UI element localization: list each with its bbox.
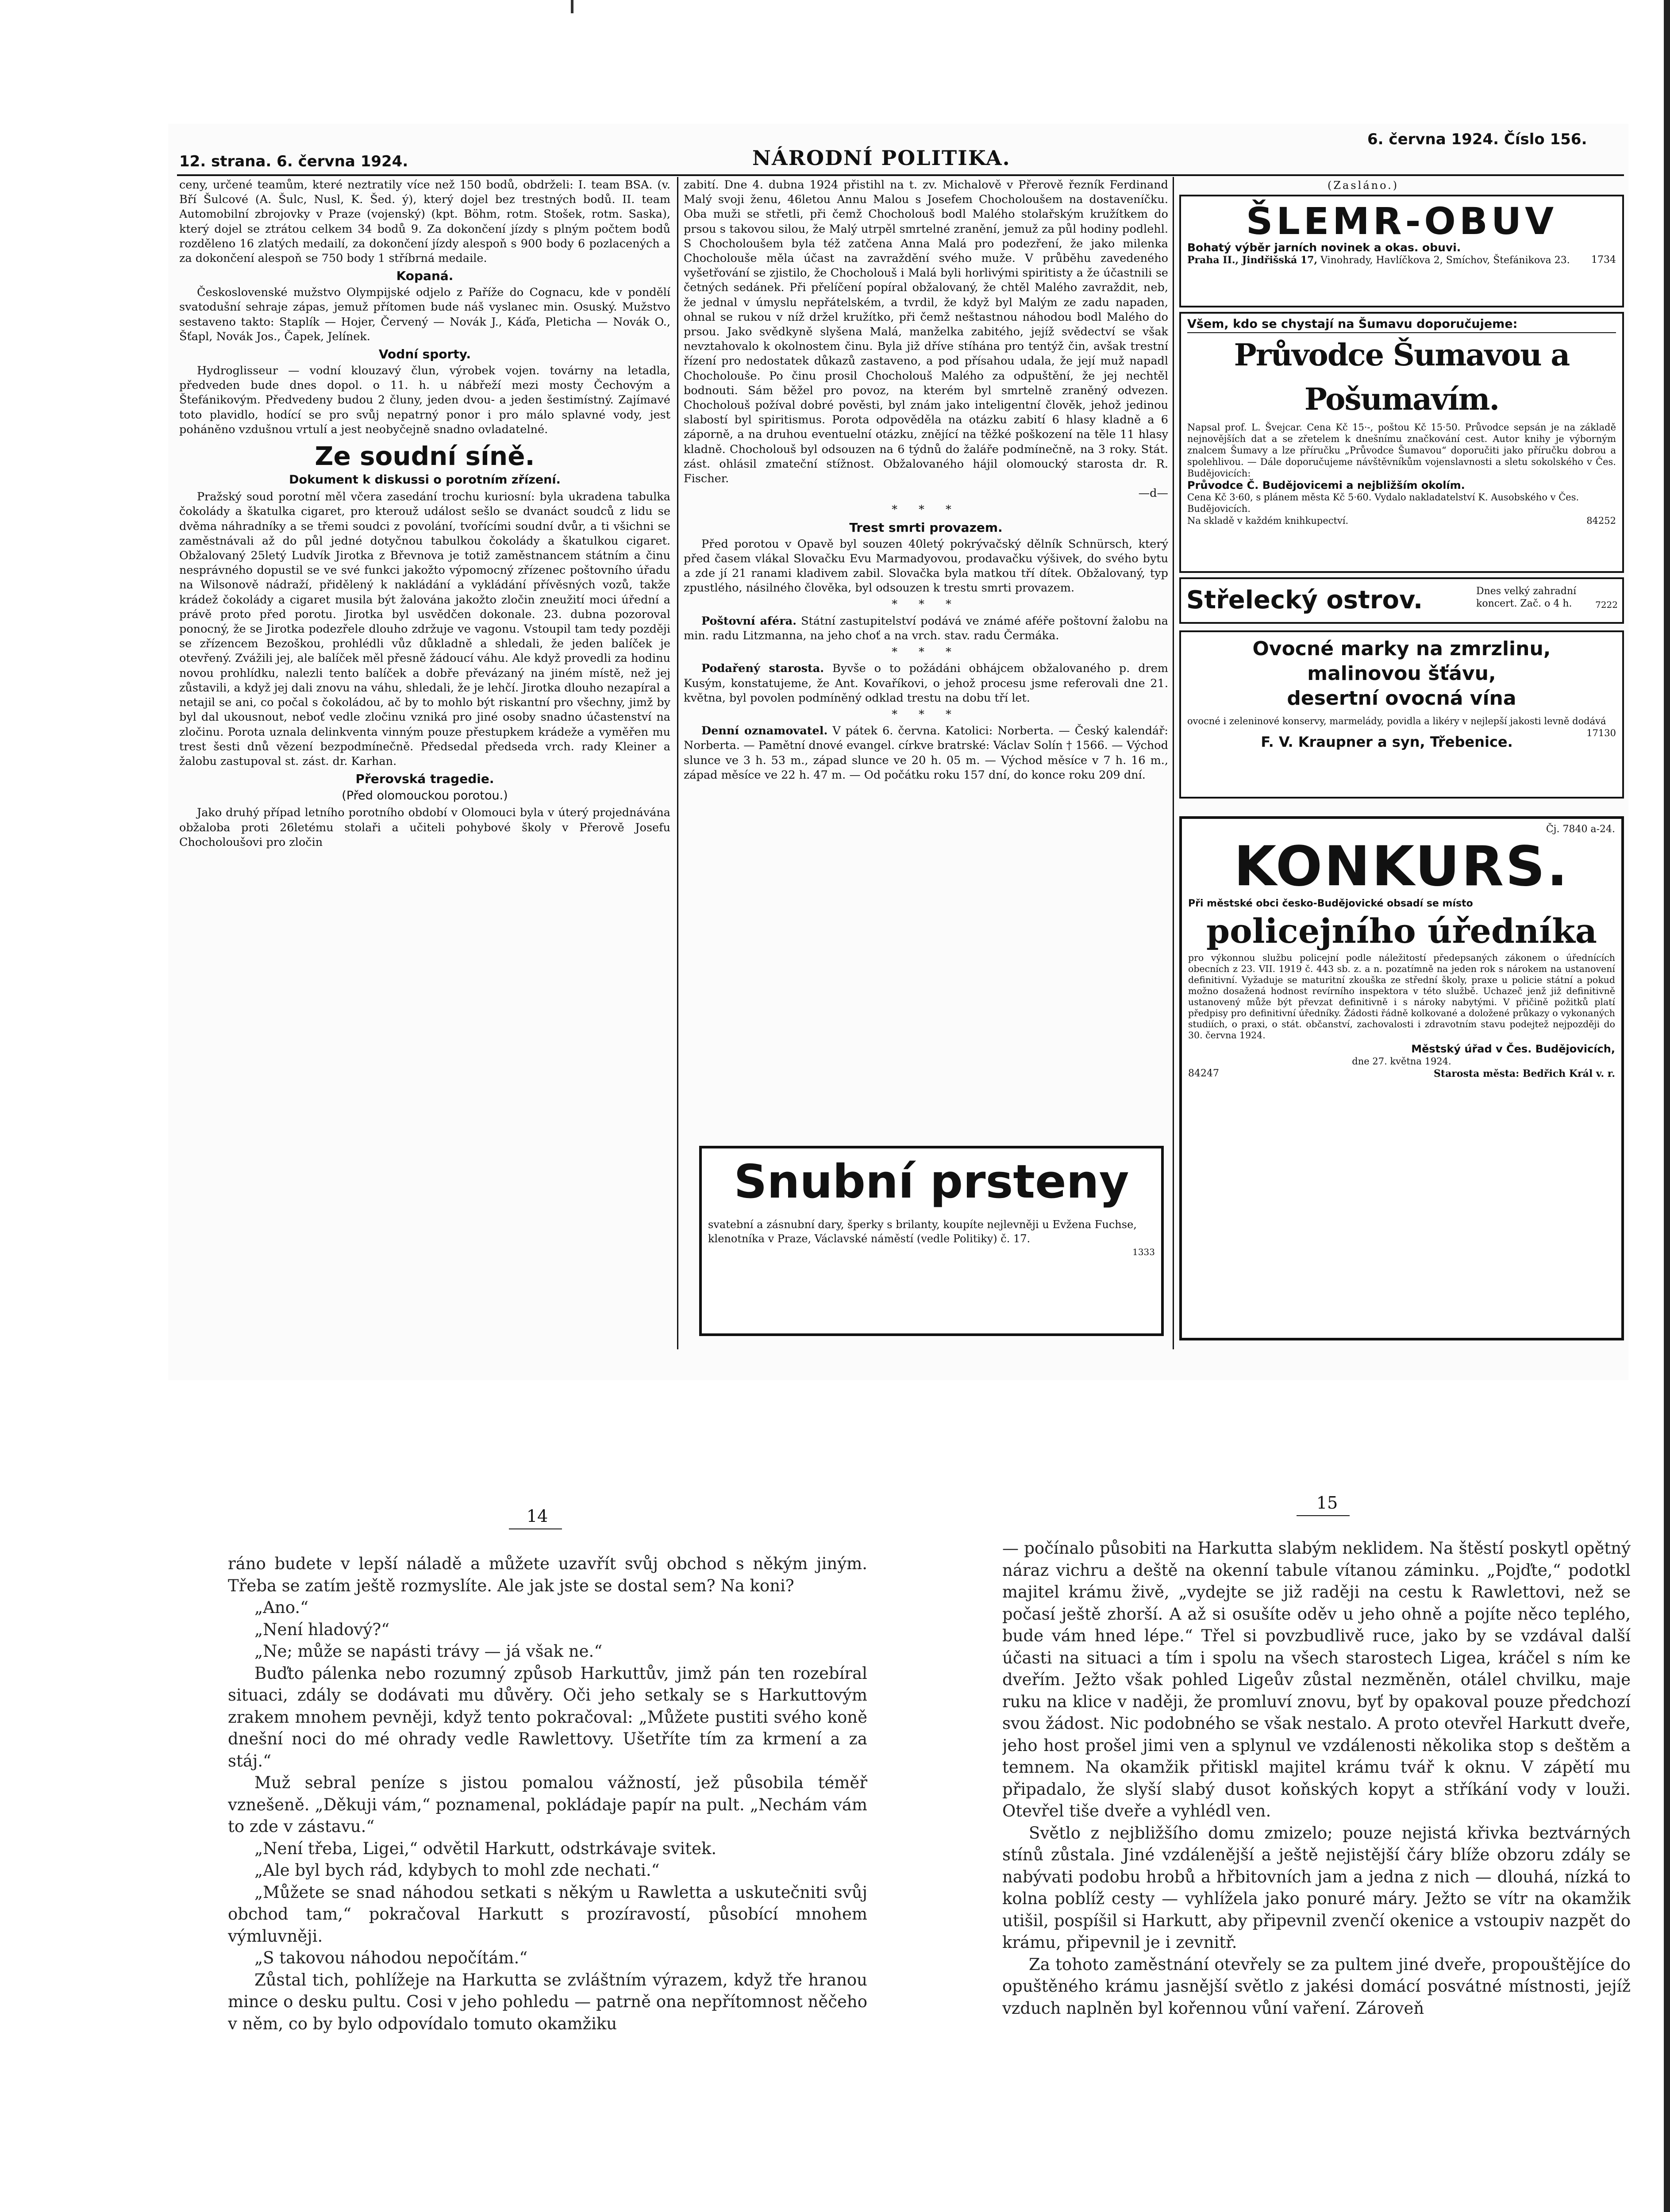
jury-document-heading: Dokument k diskussi o porotním zřízení. — [289, 473, 561, 487]
book-page-number-right: 15 — [1316, 1493, 1338, 1513]
page-number-rule-left — [509, 1528, 562, 1529]
competition-subtitle: Při městské obci česko-Budějovické obsadí se místo — [1188, 898, 1473, 909]
book-left-para-11: Zůstal tich, pohlížeje na Harkutta se zvláštním výrazem, když tře hranou mince o desku pultu. Cosi v jeho pohledu — patrně ona nepřítomnost něčeho v něm, co by bylo odpovídalo tomuto okamžiku — [228, 1970, 867, 2033]
football-text: Československé mužstvo Olympijské odjelo z Paříže do Cognacu, kde v pondělí svatodušní sehraje zápas, jemuž přítomen bude náš vyslanec min. Osuský. Mužstvo sestaveno takto: Staplík — Hojer, Červený — Novák J., Káďa, Pleticha — Novák O., Šťapl, Novák Jos., Čapek, Jelínek. — [179, 286, 670, 343]
water-sports-heading: Vodní sporty. — [378, 347, 471, 362]
death-penalty-heading: Trest smrti provazem. — [849, 520, 1003, 535]
fruit-ad-line3: desertní ovocná vína — [1287, 687, 1516, 710]
section-separator: * * * — [892, 503, 960, 517]
fruit-ad-text-body: ovocné i zeleninové konservy, marmelády, povidla a likéry v nejlepší jakosti levně dodává — [1187, 716, 1606, 726]
column-rule-2 — [1173, 177, 1174, 1349]
scan-edge-right — [1664, 0, 1670, 2212]
shooting-island-text: Dnes velký zahradní koncert. Zač. o 4 h. — [1476, 586, 1577, 609]
court-section-heading: Ze soudní síně. — [315, 441, 535, 472]
book-left-para-1: ráno budete v lepší náladě a můžete uzavřít svůj obchod s někým jiným. Třeba se zatím ještě rozmyslíte. Ale jak jste se dostal sem? Na koni? — [228, 1554, 867, 1595]
fruit-ad-line2: malinovou šťávu, — [1307, 662, 1496, 685]
sumava-ad-text: Napsal prof. L. Švejcar. Cena Kč 15·-, poštou Kč 15·50. Průvodce sepsán je na základě nejnovějších dat a se zřetelem k dnešnímu značkování cest. Autor knihy je výborným znalcem Šumavy a lze příručku „Průvodce Šumavou“ doporučiti jako příručku dobrou a spolehlivou. — Dále doporučujeme návštěvníkům vojenslavnosti a sletu sokolského v Čes. Budějovicích: — [1187, 422, 1616, 479]
mayor-paragraph — [684, 661, 1168, 706]
column-sport-court — [179, 178, 670, 1355]
daily-notice-paragraph — [684, 724, 1168, 783]
column-rule-1 — [677, 177, 678, 1349]
sumava-ad-intro: Všem, kdo se chystají na Šumavu doporučujeme: — [1187, 318, 1616, 333]
prerov-tragedy-subheading: (Před olomouckou porotou.) — [342, 789, 508, 803]
shoe-ad-text: Bohatý výběr jarních novinek a okas. obuvi. — [1187, 241, 1461, 254]
budejovice-guide-title: Průvodce Č. Budějovicemi a nejbližším okolím. — [1187, 479, 1465, 492]
competition-position: policejního úředníka — [1206, 911, 1597, 951]
competition-mayor: Starosta města: Bedřich Král v. r. — [1434, 1068, 1615, 1079]
wedding-rings-ad — [699, 1146, 1164, 1336]
shoe-ad-address-branches: Vinohrady, Havlíčkova 2, Smíchov, Štefánikova 23. — [1320, 255, 1570, 266]
budejovice-guide-text: Cena Kč 3·60, s plánem města Kč 5·60. Vydalo nakladatelství K. Ausobského v Čes. Budějovicích. — [1187, 492, 1579, 514]
book-page-right — [1002, 1537, 1631, 2212]
sent-notice: (Zasláno.) — [1328, 179, 1399, 192]
column-court-continued — [684, 178, 1168, 1142]
competition-date: dne 27. května 1924. — [1352, 1056, 1451, 1067]
author-signature: —d— — [1138, 487, 1168, 500]
postal-affair-lead: Poštovní aféra. — [701, 614, 797, 628]
competition-footer — [1188, 1068, 1615, 1080]
book-left-para-7: „Není třeba, Ligei,“ odvětil Harkutt, odstrkávaje svitek. — [254, 1839, 717, 1858]
postal-affair-text: Státní zastupitelství podává ve známé aféře poštovní žalobu na min. radu Litzmanna, na jeho choť a na vrch. stav. radu Čermáka. — [684, 614, 1168, 642]
prerov-continued-text: zabití. Dne 4. dubna 1924 přistihl na t. zv. Michalově v Přerově řezník Ferdinand Malý svoji ženu, 46letou Annu Malou s Josefem Chocholoušem na dostaveníčku. Oba muži se střetli, při čemž Chocholouš bodl Malého stolařským kružítkem do prsou s takovou silou, že Malý utrpěl smrtelné zranění, jemuž za půl hodiny podlehl. S Chocholoušem byla též zatčena Anna Malá pro podezření, že jako milenka Chocholouše měla účast na zavraždění svého muže. V průběhu zavedeného vyšetřování se zjistilo, že Chocholouš i Malá byli horlivými spiritisty a že účastnili se četných sedánek. Při přelíčení popíral obžalovaný, že chtěl Malého zavraždit, neb, že jednal v úmyslu nepřátelském, a tvrdil, že když byl Malým ze zadu napaden, ohnal se rukou v níž držel kružítko, při čemž neštastnou náhodou bodl Malého do prsou. Jako svědkyně slyšena Malá, manželka zabitého, jejíž svědectví se však nevztahovalo k okolnostem činu. Byla již dříve stíhána pro tentýž čin, avšak trestní řízení pro nedostatek důkazů zastaveno, a pod přísahou udala, že její muž napadl Chocholouše. Po činu prosil Chocholouš Malého za odpuštění, že jej nechtěl bodnouti. Sám běžel pro povoz, na kterém byl smrtelně zraněný odvezen. Chocholouš požíval dobré pověsti, byl znám jako inteligentní člověk, jehož jedinou slabostí byl spiritismus. Porota odpověděla na otázku zabití 6 hlasy kladně a 6 záporně, a na druhou eventuelní otázku, znějící na těžké poškození na těle 11 hlasy kladně. Chocholouš byl odsouzen na 6 týdnů do žaláře podmínečně, na 3 roky. Stát. zást. ohlásil zmateční stížnost. Obžalovaného hájil olomoucký starosta dr. R. Fischer. — [684, 178, 1168, 486]
book-right-para-3: Za tohoto zaměstnání otevřely se za pultem jiné dveře, propouštějíce do opuštěného krámu jasnější světlo z jakési domácí posvátné místnosti, jejíž vzduch naplněn byl kořennou vůní vaření. Zároveň — [1002, 1955, 1631, 2018]
fruit-ad-text — [1187, 715, 1616, 738]
wedding-rings-title: Snubní prsteny — [734, 1155, 1129, 1209]
prerov-tragedy-heading: Přerovská tragedie. — [355, 772, 494, 787]
daily-notice-lead: Denní oznamovatel. — [701, 724, 828, 738]
header-rule — [177, 174, 1624, 176]
daily-notice-text: V pátek 6. června. Katolici: Norberta. — Český kalendář: Norberta. — Pamětní dnové evangel. církve bratrské: Václav Solín † 1566. — Východ slunce ve 3 h. 53 m., západ slunce ve 20 h. 05 m. — Východ měsíce v 7 h. 16 m., západ měsíce ve 22 h. 47 m. — Od počátku roku 157 dní, do konce roku 209 dní. — [684, 724, 1168, 782]
shoe-ad-address-main: Praha II., Jindřišská 17, — [1187, 254, 1318, 266]
shoe-ad — [1179, 195, 1624, 307]
masthead: NÁRODNÍ POLITIKA. — [752, 146, 1011, 170]
section-separator: * * * — [892, 707, 960, 721]
sumava-ad-stock — [1187, 515, 1616, 527]
mayor-lead: Podařený starosta. — [701, 662, 824, 676]
shoe-ad-title: ŠLEMR-OBUV — [1246, 200, 1558, 243]
water-sports-text: Hydroglisseur — vodní klouzavý člun, výrobek vojen. továrny na letadla, předveden bude dnes dopol. o 11. h. u nábřeží mezi mosty Čechovým a Štefánikovým. Předvedeny budou 2 čluny, jeden dvou- a jeden šestimístný. Zajímavé toto plavidlo, hodící se pro svůj nepatrný ponor i pro málo splavné vody, jest poháněno vzdušnou vrtulí a jest neobyčejně snadno ovladatelné. — [179, 364, 670, 436]
competition-text: pro výkonnou službu policejní podle náležitostí předepsaných zákonem o úřednících obecních z 23. VII. 1919 č. 443 sb. z. a n. pozatímně na jeden rok s nárokem na ustanovení definitivní. Vyžaduje se maturitní zkouška ze střední školy, praxe u policie státní a pokud možno dosažená hodnost revírního inspektora v této službě. Uchazeč jenž již definitivně ustanovený může být převzat definitivně i s nároky nabytými. V přičině požitků platí předpisy pro definitivní úředníky. Žádosti řádně kolkované a doložené průkazy o vykonaných studiích, o praxi, o stát. občanství, zachovalosti i zdravotním stavu podejtež nejpozději do 30. června 1924. — [1188, 952, 1615, 1041]
competition-ad — [1179, 816, 1624, 1340]
header-right: 6. června 1924. Číslo 156. — [1367, 131, 1587, 148]
book-right-para-2: Světlo z nejbližšího domu zmizelo; pouze nejistá křivka beztvárných stínů zůstala. Jiné vzdálenější a ještě nejistější čáry blíže obzoru zdály se nabývati podobu hrobů a hřbitovních jam a jedna z nich — dlouhá, nízká to kolna poblíž cesty — vyhlížela jako ponuré máry. Ježto se vítr na okamžik utišil, pospíšil si Harkutt, aby připevnil zvenčí okenice a vstoupiv nazpět do krámu, připevnil je i zevnitř. — [1002, 1823, 1631, 1952]
book-left-para-8: „Ale byl bych rád, kdybych to mohl zde nechati.“ — [254, 1861, 660, 1880]
section-separator: * * * — [892, 645, 960, 659]
shooting-island-code: 7222 — [1595, 599, 1618, 610]
book-left-para-3: „Není hladový?“ — [254, 1620, 390, 1639]
fruit-ad-code: 17130 — [1586, 728, 1616, 738]
book-page-left — [228, 1553, 867, 2212]
football-heading: Kopaná. — [396, 269, 454, 284]
fruit-marks-ad — [1179, 630, 1624, 799]
competition-ref: Čj. 7840 a-24. — [1546, 824, 1615, 835]
book-left-para-5: Buďto pálenka nebo rozumný způsob Harkuttův, jimž pán ten rozebíral situaci, zdály se dodávati mu důvěry. Oči jeho setkaly se s Harkuttovým zrakem mnohem pevněji, když tento pokračoval: „Můžete pustiti svého koně dnešní noci do mé ohrady vedle Rawlettovy. Ušetříte tím za krmení a za stáj.“ — [228, 1663, 867, 1770]
sumava-ad-stock-text: Na skladě v každém knihkupectví. — [1187, 515, 1349, 526]
jury-document-text: Pražský soud porotní měl včera zasedání trochu kuriosní: byla ukradena tabulka čokolády a škatulka cigaret, pro kterouž událost sešlo se dvanáct soudců z lidu se dvěma náhradníky a se třemi soudci z povolání, tvořícími soudní dvůr, a ti všichni se zaměstnávali až do půl jedné dotyčnou tabulkou čokolády a škatulkou cigaret. Obžalovaný 25letý Ludvík Jirotka z Břevnova je totiž zaměstnancem státním a činu nesprávného dopustil se ve své funkci jakožto výpomocný zřízenec poštovního úřadu na Wilsonově nádraží, přidělený k nakládání a vykládání přívěsných vozů, takže krádež čokolády a cigaret musila být žalována jakožto zločin zneužití moci úřední a právě proto před porotu. Jirotka byl usvědčen dokonale. 23. dubna pozoroval ponocný, že se Jirotka podezřele dlouho zdržuje ve vagonu. Vstoupil tam tedy později se zřízencem Bezoškou, prohlédli vůz důkladně a shledali, že jeden balíček je otevřený. Zvážili jej, ale balíček měl přesně žádoucí váhu. Ale když provedli za hodinu novou prohlídku, nalezli tento balíček a dobře převázaný na jiném místě, než jej zůstavili, a když jej dali znovu na váhu, shledali, že je lehčí. Jirotka dlouho nezapíral a netajil se ani, co počal s čokoládou, ač by to mohlo být riskantní pro všechny, jimž by byl dal ukousnout, neboť vedle zločinu vzniká pro jiné osoby snadno účastenství na zločinu. Porota uznala delinkventa vinným pouze přestupkem krádeže a vyměřen mu trest šesti dnů vězení bezpodmínečně. Předsedal předseda vrch. rady Kleiner a žalobu zastupoval st. zást. dr. Karhan. — [179, 490, 670, 768]
book-left-para-4: „Ne; může se napásti trávy — já však ne.“ — [254, 1642, 603, 1661]
book-left-para-6: Muž sebral peníze s jistou pomalou vážností, jež působila téměř vznešeně. „Děkuji vám,“ poznamenal, pokládaje papír na pult. „Nechám vám to zde v zástavu.“ — [228, 1773, 867, 1836]
header-left: 12. strana. 6. června 1924. — [179, 153, 408, 170]
prerov-tragedy-text: Jako druhý případ letního porotního období v Olomouci byla v úterý projednávána obžaloba proti 26letému stolaři a učiteli pohybové školy v Přerově Josefu Chocholoušovi pro zločin — [179, 806, 670, 849]
book-page-number-left: 14 — [527, 1506, 548, 1526]
book-left-para-2: „Ano.“ — [254, 1598, 309, 1617]
postal-affair-paragraph — [684, 614, 1168, 643]
book-right-para-1: — počínalo působiti na Harkutta slabým neklidem. Na štěstí poskytl opětný náraz vichru a deště na okenní tabule vítanou záminku. „Pojďte,“ podotkl majitel krámu živě, „vydejte se již raději na cestu k Rawlettovi, než se počasí ještě zhorší. A až si osušíte oděv u jeho ohně a pojíte něco teplého, bude vám hned lépe.“ Třel si povzbudlivě ruce, jako by se vzdával další účasti na situaci a tím i spolu na všech starostech Ligea, kráčel s ním ke dveřím. Ježto však pohled Ligeův zůstal nezměněn, otálel chvilku, maje ruku na klice v naději, že promluví znovu, byť by opakoval pouze předchozí svou žádost. Nic podobného se však nestalo. A proto otevřel Harkutt dveře, jeho host prošel jimi ven a splynul ve vzdálenosti několika stop s deštěm a temnem. Na okamžik přitiskl majitel krámu tvář k oknu. V zápětí mu připadalo, že slyší slabý dusot koňských kopyt a stříkání vody v louži. Otevřel tiše dveře a vyhlédl ven. — [1002, 1539, 1631, 1820]
scan-edge-top — [571, 0, 573, 13]
book-left-para-10: „S takovou náhodou nepočítám.“ — [254, 1948, 528, 1967]
section-separator: * * * — [892, 598, 960, 611]
mayor-text: Byvše o to požádáni obhájcem obžalovaného p. drem Kusým, konstatujeme, že Ant. Kovaříkovi, o jehož procesu jsme referovali dne 21. května, byl povolen podmíněný odklad trestu na dobu tří let. — [684, 662, 1168, 705]
competition-office: Městský úřad v Čes. Budějovicích, — [1411, 1043, 1615, 1055]
page-number-rule-right — [1297, 1515, 1350, 1516]
shoe-ad-address — [1187, 254, 1616, 267]
sumava-ad-code: 84252 — [1586, 515, 1616, 526]
fruit-ad-line1: Ovocné marky na zmrzlinu, — [1252, 637, 1551, 660]
sumava-ad-title: Průvodce Šumavou a Pošumavím. — [1234, 338, 1570, 417]
shoe-ad-code: 1734 — [1591, 254, 1616, 265]
competition-title: KONKURS. — [1234, 835, 1570, 899]
book-left-para-9: „Můžete se snad náhodou setkati s někým u Rawletta a uskutečniti svůj obchod tam,“ pokračoval Harkutt s prozíravostí, působící mnohem výmluvněji. — [228, 1882, 867, 1946]
shooting-island-title: Střelecký ostrov. — [1186, 586, 1423, 614]
sumava-guide-ad — [1179, 312, 1624, 573]
wedding-rings-text: svatební a zásnubní dary, šperky s brilanty, koupíte nejlevněji u Evžena Fuchse, klenotníka v Praze, Václavské náměstí (vedle Politiky) č. 17. — [708, 1218, 1137, 1245]
sport-results-text: ceny, určené teamům, které neztratily více než 150 bodů, obdrželi: I. team BSA. (v. Bří Šulcové (A. Šulc, Nusl, K. Šed. ý), který dojel bez trestných bodů. II. team Automobilní zbrojovky v Praze (vojenský) (kpt. Böhm, rotm. Stošek, rotm. Saska), který dojel se ztrátou celkem 34 bodů 9. Za dokončení jízdy s plným počtem bodů rozděleno 16 zlatých medailí, za dokončení jízdy alespoň s 900 body 6 pozlacených a za dokončení alespoň se 750 body 1 stříbrná medaile. — [179, 178, 670, 265]
death-penalty-text: Před porotou v Opavě byl souzen 40letý pokrývačský dělník Schnürsch, který před časem vlákal Slovačku Evu Marmadyovou, prodavačku výšivek, do svého bytu a zde jí 21 ranami kladivem zabil. Slovačka byla matkou tří dítek. Obžalovaný, typ zpustlého, násilného člověka, byl odsouzen k trestu smrti provazem. — [684, 537, 1168, 595]
fruit-ad-firm: F. V. Kraupner a syn, Třebenice. — [1261, 733, 1513, 750]
competition-code: 84247 — [1188, 1068, 1219, 1079]
shooting-island-ad — [1179, 577, 1624, 624]
wedding-rings-code: 1333 — [1132, 1247, 1155, 1257]
